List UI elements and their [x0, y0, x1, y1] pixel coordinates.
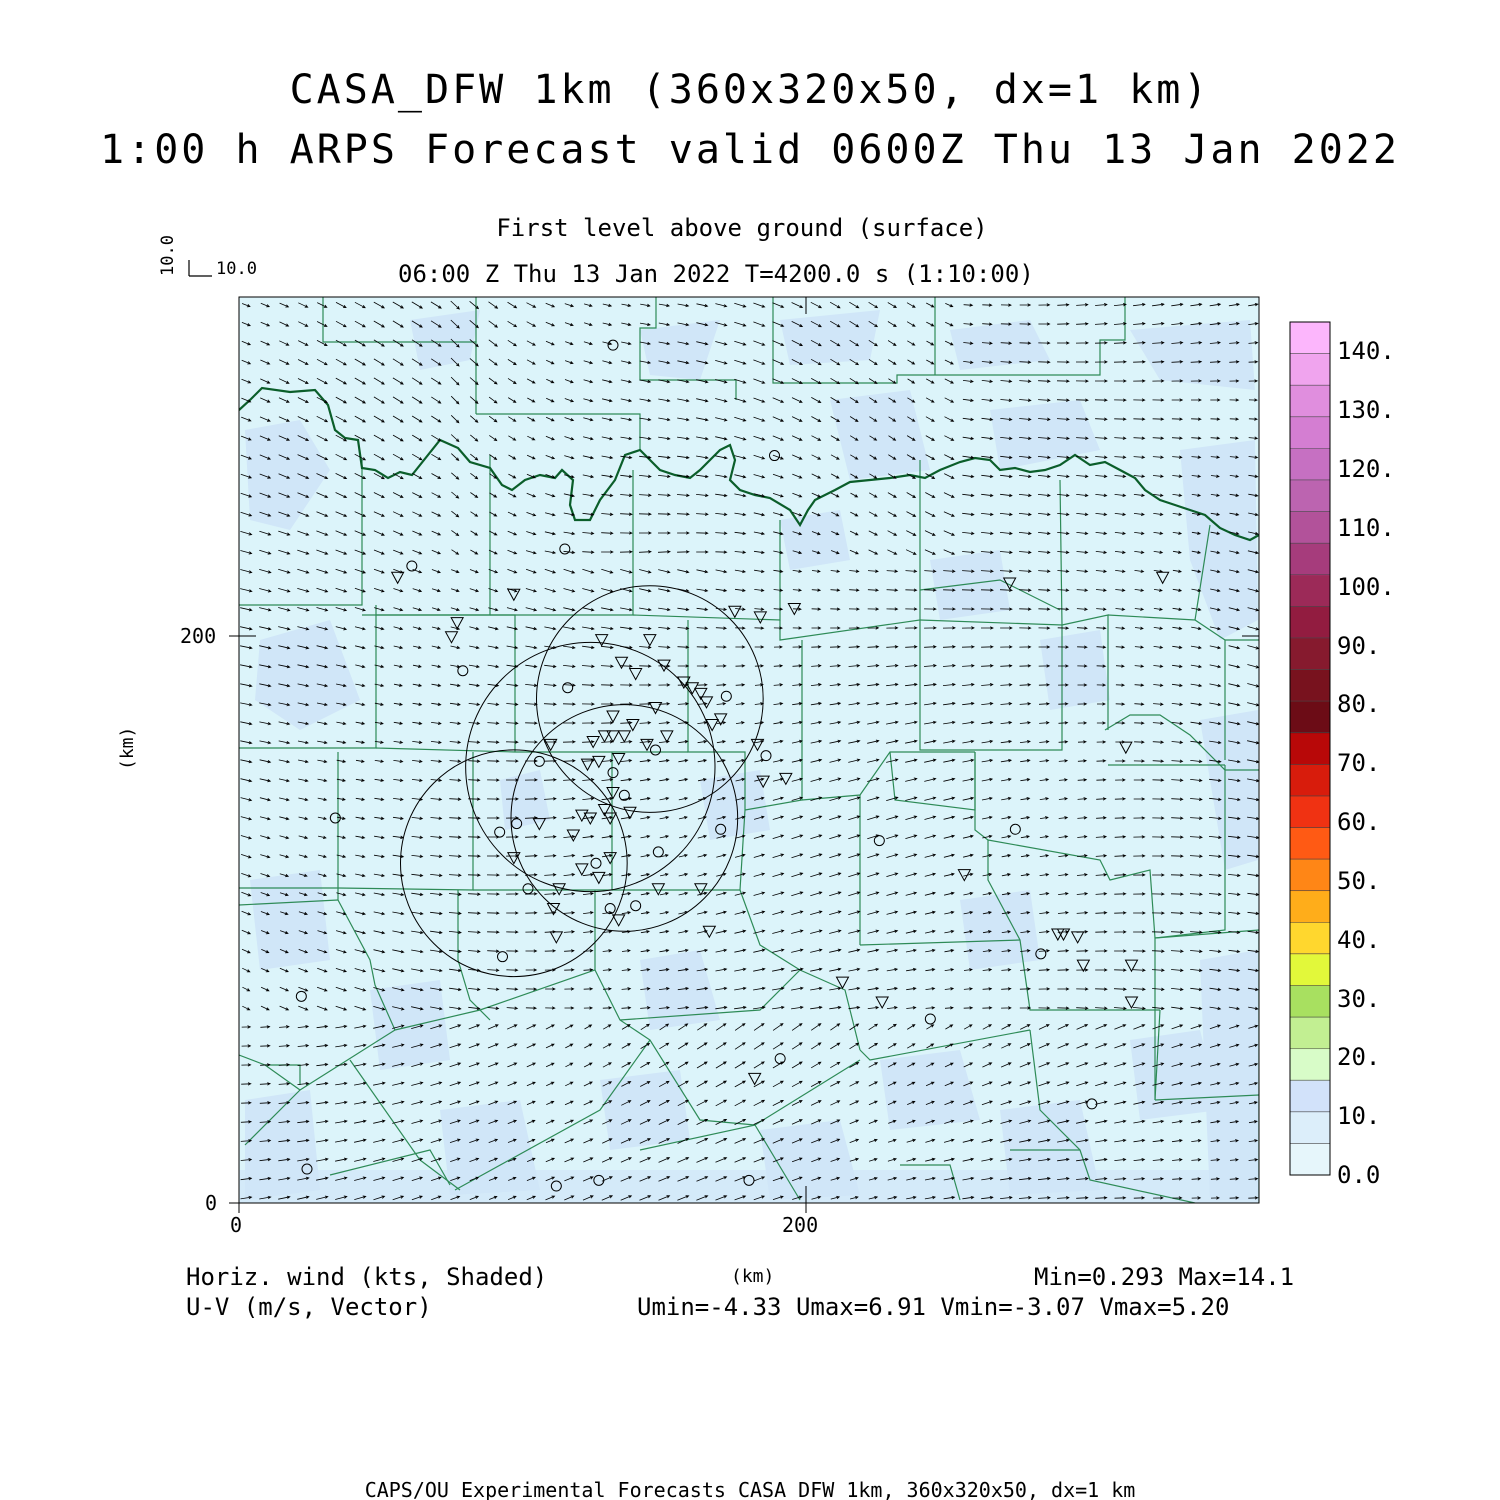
colorbar-label: 40.: [1337, 925, 1381, 954]
y-axis-unit: (km): [117, 726, 138, 770]
colorbar-swatch: [1290, 1112, 1330, 1144]
y-tick-200: 200: [180, 624, 217, 648]
colorbar-swatch: [1290, 733, 1330, 765]
colorbar-swatch: [1290, 670, 1330, 702]
colorbar-swatch: [1290, 1143, 1330, 1175]
colorbar-label: 100.: [1337, 572, 1395, 601]
colorbar-swatch: [1290, 606, 1330, 638]
colorbar-label: 10.: [1337, 1102, 1381, 1131]
colorbar-label: 70.: [1337, 749, 1381, 778]
colorbar-swatch: [1290, 543, 1330, 575]
uv-min-max: Umin=-4.33 Umax=6.91 Vmin=-3.07 Vmax=5.20: [637, 1293, 1230, 1321]
colorbar-swatch: [1290, 701, 1330, 733]
colorbar-swatch: [1290, 891, 1330, 923]
x-tick-0: 0: [230, 1213, 243, 1237]
colorbar-swatch: [1290, 1080, 1330, 1112]
colorbar-swatch: [1290, 638, 1330, 670]
colorbar-label: 110.: [1337, 513, 1395, 542]
colorbar-swatch: [1290, 827, 1330, 859]
colorbar-swatch: [1290, 480, 1330, 512]
colorbar: [1290, 322, 1330, 1176]
vector-reference-v-label: 10.0: [158, 235, 178, 276]
level-label-text: First level above ground (surface): [496, 214, 988, 242]
vector-reference-u-label: 10.0: [216, 259, 257, 279]
title-line-2: 1:00 h ARPS Forecast valid 0600Z Thu 13 Jan 2022: [100, 127, 1400, 173]
colorbar-label: 130.: [1337, 396, 1395, 425]
colorbar-label: 60.: [1337, 808, 1381, 837]
colorbar-swatch: [1290, 1017, 1330, 1049]
x-tick-200: 200: [782, 1213, 819, 1237]
footer-credit: CAPS/OU Experimental Forecasts CASA DFW 1km, 360x320x50, dx=1 km: [364, 1478, 1136, 1500]
colorbar-swatch: [1290, 954, 1330, 986]
colorbar-swatch: [1290, 322, 1330, 354]
colorbar-swatch: [1290, 1049, 1330, 1081]
colorbar-swatch: [1290, 575, 1330, 607]
reference-vector: [189, 260, 212, 276]
colorbar-swatch: [1290, 354, 1330, 386]
colorbar-swatch: [1290, 417, 1330, 449]
field-min-max: Min=0.293 Max=14.1: [1034, 1263, 1295, 1291]
colorbar-swatch: [1290, 859, 1330, 891]
colorbar-label: 20.: [1337, 1043, 1381, 1072]
title-line-1: CASA_DFW 1km (360x320x50, dx=1 km): [289, 67, 1211, 113]
colorbar-swatch: [1290, 796, 1330, 828]
colorbar-swatch: [1290, 512, 1330, 544]
colorbar-label: 80.: [1337, 690, 1381, 719]
colorbar-label: 120.: [1337, 455, 1395, 484]
colorbar-label: 0.0: [1337, 1161, 1381, 1189]
colorbar-label: 50.: [1337, 866, 1381, 895]
colorbar-swatch: [1290, 985, 1330, 1017]
valid-time-label: 06:00 Z Thu 13 Jan 2022 T=4200.0 s (1:10:00): [398, 260, 1034, 288]
vector-variable-label: U-V (m/s, Vector): [186, 1293, 432, 1321]
colorbar-label: 140.: [1337, 337, 1395, 366]
colorbar-swatch: [1290, 385, 1330, 417]
x-axis-unit: (km): [731, 1266, 775, 1287]
colorbar-swatch: [1290, 448, 1330, 480]
shaded-variable-label: Horiz. wind (kts, Shaded): [186, 1263, 548, 1291]
colorbar-swatch: [1290, 764, 1330, 796]
colorbar-label: 30.: [1337, 984, 1381, 1013]
colorbar-swatch: [1290, 922, 1330, 954]
y-tick-0: 0: [205, 1191, 218, 1215]
colorbar-label: 90.: [1337, 631, 1381, 660]
